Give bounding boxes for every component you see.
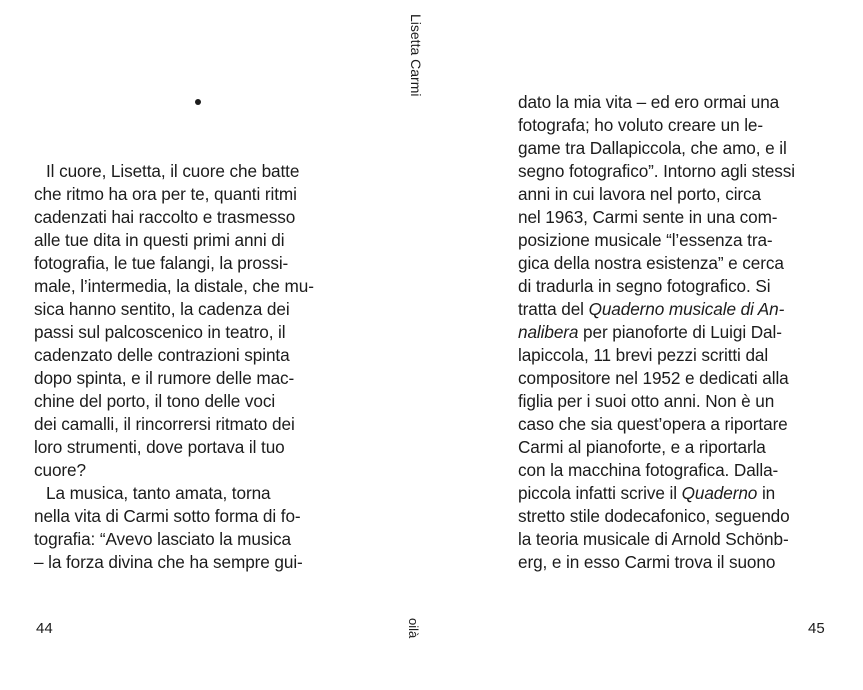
text-line: posizione musicale “l’essenza tra- (518, 230, 773, 250)
page-number-left: 44 (36, 620, 53, 637)
text-run: in (757, 483, 776, 503)
spine-mark: oilà (406, 618, 421, 639)
text-line: nel 1963, Carmi sente in una com- (518, 207, 778, 227)
text-line: nella vita di Carmi sotto forma di fo- (34, 506, 301, 526)
italic-title-run: nalibera (518, 322, 579, 342)
right-page-body-text (518, 91, 838, 574)
text-line: erg, e in esso Carmi trova il suono (518, 552, 776, 572)
text-line (518, 482, 838, 505)
text-line: tografia: “Avevo lasciato la musica (34, 529, 291, 549)
bullet-ornament-icon (195, 99, 201, 105)
right-page (431, 0, 863, 690)
running-head-title: Lisetta Carmi (408, 14, 424, 97)
text-line: figlia per i suoi otto anni. Non è un (518, 391, 775, 411)
text-line: – la forza divina che ha sempre gui- (34, 552, 303, 572)
text-line: di tradurla in segno fotografico. Si (518, 276, 771, 296)
text-line: che ritmo ha ora per te, quanti ritmi (34, 184, 297, 204)
page-number-right: 45 (808, 620, 825, 637)
text-line (518, 298, 838, 321)
text-run: per pianoforte di Luigi Dal- (578, 322, 782, 342)
text-line: cuore? (34, 460, 86, 480)
text-line: fotografia, le tue falangi, la prossi- (34, 253, 289, 273)
italic-title-run: Quaderno musicale di An- (588, 299, 785, 319)
italic-title-run: Quaderno (681, 483, 758, 503)
text-run: tratta del (518, 299, 589, 319)
text-line: caso che sia quest’opera a riportare (518, 414, 788, 434)
text-line: dato la mia vita – ed ero ormai una (518, 92, 780, 112)
text-line: Il cuore, Lisetta, il cuore che batte (46, 161, 300, 181)
text-line: lapiccola, 11 brevi pezzi scritti dal (518, 345, 769, 365)
left-page (0, 0, 431, 690)
text-line: stretto stile dodecafonico, seguendo (518, 506, 790, 526)
text-line: gica della nostra esistenza” e cerca (518, 253, 784, 273)
text-line: con la macchina fotografica. Dalla- (518, 460, 779, 480)
text-line: passi sul palcoscenico in teatro, il (34, 322, 286, 342)
text-line: sica hanno sentito, la cadenza dei (34, 299, 290, 319)
text-line: La musica, tanto amata, torna (46, 483, 271, 503)
text-line: anni in cui lavora nel porto, circa (518, 184, 761, 204)
text-run: piccola infatti scrive il (518, 483, 682, 503)
text-line: cadenzato delle contrazioni spinta (34, 345, 290, 365)
text-line: loro strumenti, dove portava il tuo (34, 437, 285, 457)
text-line: chine del porto, il tono delle voci (34, 391, 276, 411)
text-line: la teoria musicale di Arnold Schönb- (518, 529, 789, 549)
text-line: male, l’intermedia, la distale, che mu- (34, 276, 314, 296)
left-page-body-text (34, 160, 344, 574)
text-line: cadenzati hai raccolto e trasmesso (34, 207, 296, 227)
text-line: alle tue dita in questi primi anni di (34, 230, 285, 250)
text-line: game tra Dallapiccola, che amo, e il (518, 138, 787, 158)
text-line: segno fotografico”. Intorno agli stessi (518, 161, 795, 181)
text-line: dei camalli, il rincorrersi ritmato dei (34, 414, 295, 434)
text-line (518, 321, 838, 344)
text-line: compositore nel 1952 e dedicati alla (518, 368, 789, 388)
text-line: dopo spinta, e il rumore delle mac- (34, 368, 295, 388)
text-line: Carmi al pianoforte, e a riportarla (518, 437, 766, 457)
text-line: fotografa; ho voluto creare un le- (518, 115, 764, 135)
